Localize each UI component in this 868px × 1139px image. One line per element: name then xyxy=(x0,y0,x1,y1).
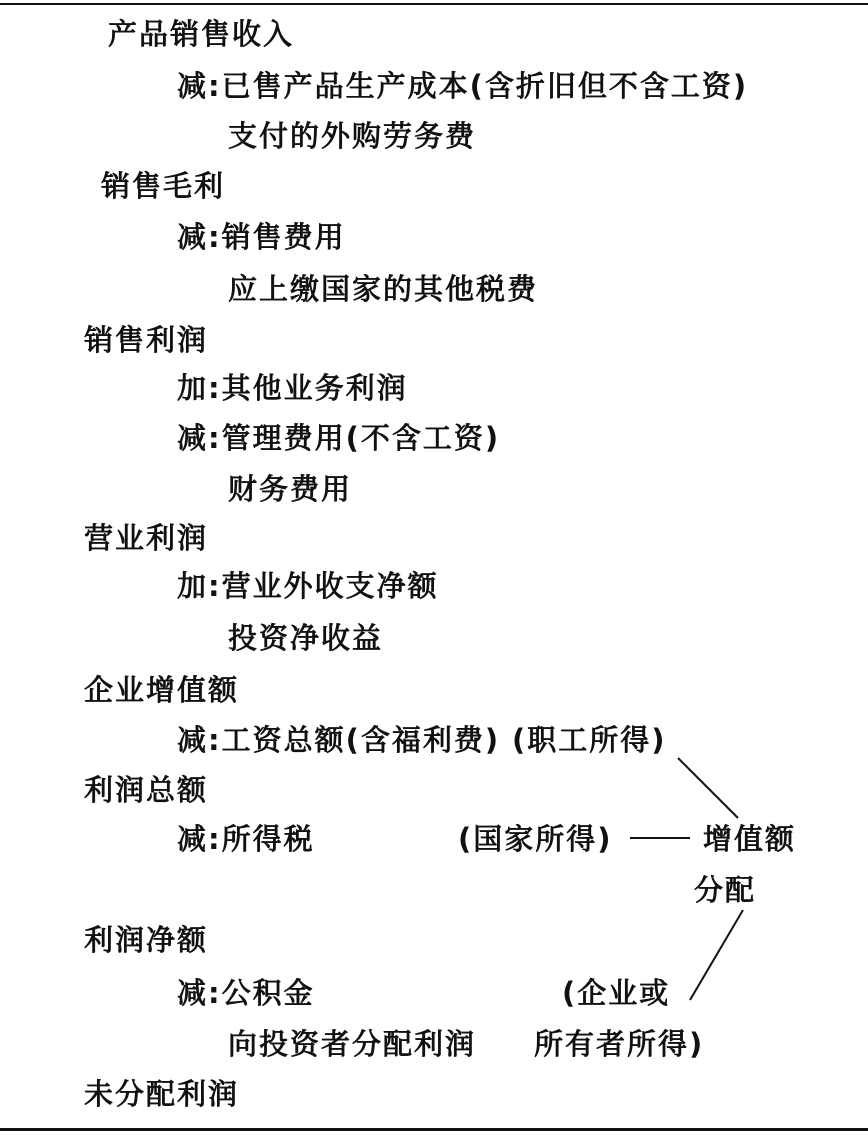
line-gross-profit: 销售毛利 xyxy=(101,169,226,203)
line-financial-expenses: 财务费用 xyxy=(228,472,353,506)
annotation-added-value: 增值额 xyxy=(703,822,797,856)
line-net-profit: 利润净额 xyxy=(84,923,209,957)
line-profit-to-investors: 向投资者分配利润 xyxy=(228,1027,477,1061)
line-less-selling-expenses: 减:销售费用 xyxy=(177,220,346,254)
line-less-income-tax: 减:所得税 xyxy=(177,822,315,856)
annotation-distribution: 分配 xyxy=(694,873,757,907)
line-enterprise-added-value: 企业增值额 xyxy=(84,673,240,707)
line-add-non-operating: 加:营业外收支净额 xyxy=(177,569,439,603)
line-purchased-services: 支付的外购劳务费 xyxy=(228,119,477,153)
line-undistributed-profit: 未分配利润 xyxy=(84,1077,240,1111)
annotation-owner-income: 所有者所得) xyxy=(534,1027,705,1061)
line-less-reserve-fund: 减:公积金 xyxy=(177,976,315,1010)
line-less-total-wages: 减:工资总额(含福利费) xyxy=(177,723,501,757)
line-total-profit: 利润总额 xyxy=(84,773,209,807)
line-sales-profit: 销售利润 xyxy=(84,323,209,357)
connector-enterprise xyxy=(690,910,743,1000)
line-other-taxes: 应上缴国家的其他税费 xyxy=(228,272,539,306)
annotation-enterprise-income: (企业或 xyxy=(562,976,671,1010)
annotation-employee-income: (职工所得) xyxy=(512,723,667,757)
line-operating-profit: 营业利润 xyxy=(84,521,209,555)
line-less-admin-expenses: 减:管理费用(不含工资) xyxy=(177,421,501,455)
line-add-other-business-profit: 加:其他业务利润 xyxy=(177,371,408,405)
bottom-rule xyxy=(0,1128,868,1131)
line-sales-revenue: 产品销售收入 xyxy=(108,17,295,51)
line-less-production-cost: 减:已售产品生产成本(含折旧但不含工资) xyxy=(177,69,749,103)
line-investment-income: 投资净收益 xyxy=(228,621,384,655)
connector-employee xyxy=(678,758,738,818)
annotation-state-income: (国家所得) xyxy=(458,822,613,856)
